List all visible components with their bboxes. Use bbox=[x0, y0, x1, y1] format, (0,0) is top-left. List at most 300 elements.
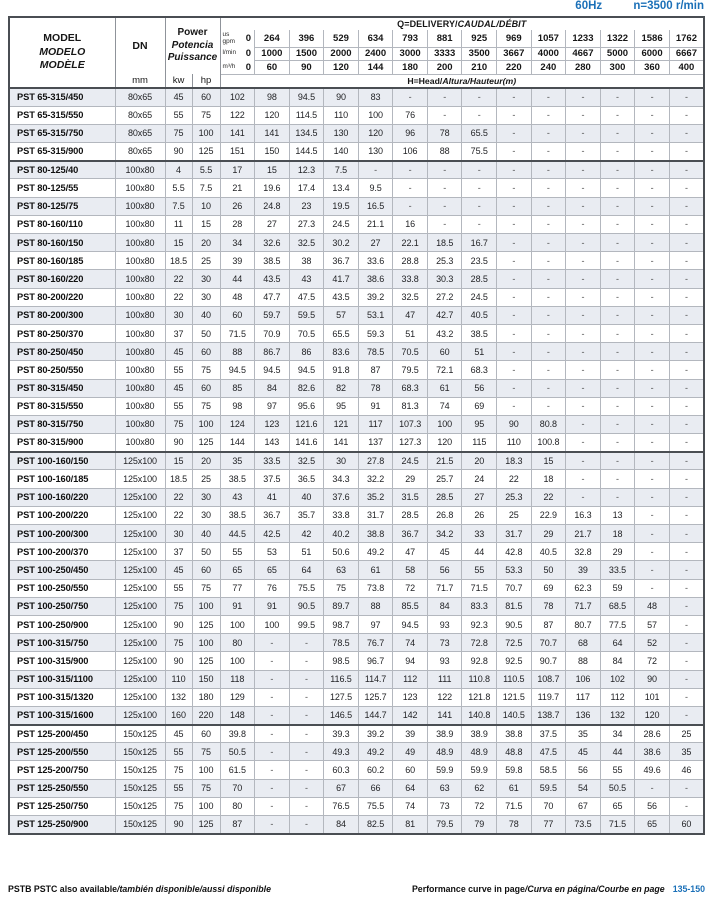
flow-value: 396 bbox=[289, 30, 324, 47]
kw-cell: 15 bbox=[165, 452, 192, 470]
hp-cell: 20 bbox=[192, 234, 220, 252]
head-empty-cell: - bbox=[669, 561, 704, 579]
head-empty-cell: - bbox=[289, 797, 324, 815]
head-empty-cell: - bbox=[427, 179, 462, 197]
head-value-cell: 59.9 bbox=[427, 761, 462, 779]
head-empty-cell: - bbox=[497, 143, 532, 161]
head-value-cell: 84 bbox=[324, 816, 359, 834]
head-value-cell: 47 bbox=[393, 543, 428, 561]
head-value-cell: 16 bbox=[393, 215, 428, 233]
flow-value: 881 bbox=[427, 30, 462, 47]
kw-cell: 75 bbox=[165, 597, 192, 615]
head-empty-cell: - bbox=[566, 215, 601, 233]
head-value-cell: 51 bbox=[289, 543, 324, 561]
kw-cell: 18.5 bbox=[165, 470, 192, 488]
operating-conditions bbox=[575, 0, 704, 12]
table-row bbox=[9, 688, 704, 706]
head-value-cell: 44.5 bbox=[220, 525, 255, 543]
head-empty-cell: - bbox=[635, 543, 670, 561]
head-value-cell: 38.5 bbox=[220, 470, 255, 488]
kw-header: kw bbox=[165, 74, 192, 88]
hp-cell: 10 bbox=[192, 197, 220, 215]
head-value-cell: 83.6 bbox=[324, 343, 359, 361]
head-value-cell: 35.7 bbox=[289, 506, 324, 524]
head-empty-cell: - bbox=[497, 161, 532, 179]
head-value-cell: 46 bbox=[669, 761, 704, 779]
head-value-cell: 39.2 bbox=[358, 288, 393, 306]
hp-cell: 75 bbox=[192, 361, 220, 379]
head-value-cell: 85.5 bbox=[393, 597, 428, 615]
head-value-cell: 88 bbox=[427, 143, 462, 161]
dn-cell: 150x125 bbox=[115, 779, 165, 797]
head-value-cell: 97 bbox=[255, 397, 290, 415]
head-empty-cell: - bbox=[427, 215, 462, 233]
head-value-cell: 123 bbox=[393, 688, 428, 706]
head-value-cell: 47 bbox=[393, 306, 428, 324]
flow-value: 400 bbox=[669, 61, 704, 75]
dn-cell: 100x80 bbox=[115, 234, 165, 252]
dn-cell: 100x80 bbox=[115, 324, 165, 342]
flow-zero-value: 0 bbox=[245, 33, 252, 44]
head-value-cell: 144.7 bbox=[358, 706, 393, 724]
head-value-cell: 78 bbox=[531, 597, 566, 615]
table-row bbox=[9, 670, 704, 688]
head-value-cell: 86.7 bbox=[255, 343, 290, 361]
kw-cell: 22 bbox=[165, 506, 192, 524]
flow-value: 280 bbox=[566, 61, 601, 75]
head-value-cell: 123 bbox=[255, 415, 290, 433]
head-value-cell: 67 bbox=[324, 779, 359, 797]
head-empty-cell: - bbox=[669, 670, 704, 688]
model-cell: PST 100-160/150 bbox=[9, 452, 115, 470]
head-empty-cell: - bbox=[600, 270, 635, 288]
page-footer bbox=[8, 884, 705, 894]
head-value-cell: 125.7 bbox=[358, 688, 393, 706]
dn-cell: 100x80 bbox=[115, 306, 165, 324]
dn-cell: 80x65 bbox=[115, 106, 165, 124]
hp-cell: 60 bbox=[192, 561, 220, 579]
head-value-cell: 38.5 bbox=[255, 252, 290, 270]
kw-cell: 110 bbox=[165, 670, 192, 688]
head-empty-cell: - bbox=[531, 324, 566, 342]
table-row bbox=[9, 452, 704, 470]
dn-cell: 125x100 bbox=[115, 579, 165, 597]
head-value-cell: 43.2 bbox=[427, 324, 462, 342]
head-empty-cell: - bbox=[531, 106, 566, 124]
head-empty-cell: - bbox=[566, 288, 601, 306]
hp-cell: 75 bbox=[192, 106, 220, 124]
head-empty-cell: - bbox=[289, 743, 324, 761]
head-value-cell: 91.8 bbox=[324, 361, 359, 379]
head-value-cell: 70.9 bbox=[255, 324, 290, 342]
kw-cell: 160 bbox=[165, 706, 192, 724]
head-value-cell: 24.5 bbox=[393, 452, 428, 470]
head-value-cell: 64 bbox=[393, 779, 428, 797]
hp-cell: 100 bbox=[192, 761, 220, 779]
table-row bbox=[9, 470, 704, 488]
head-value-cell: 90.5 bbox=[497, 615, 532, 633]
head-value-cell: 50.5 bbox=[600, 779, 635, 797]
head-value-cell: 100 bbox=[220, 652, 255, 670]
head-empty-cell: - bbox=[635, 234, 670, 252]
model-cell: PST 80-160/110 bbox=[9, 215, 115, 233]
head-empty-cell: - bbox=[600, 106, 635, 124]
flow-value: 3000 bbox=[393, 47, 428, 61]
head-empty-cell: - bbox=[669, 197, 704, 215]
head-value-cell: 110 bbox=[324, 106, 359, 124]
head-empty-cell: - bbox=[255, 725, 290, 743]
head-empty-cell: - bbox=[497, 234, 532, 252]
head-value-cell: 30.2 bbox=[324, 234, 359, 252]
head-empty-cell: - bbox=[566, 452, 601, 470]
kw-cell: 75 bbox=[165, 415, 192, 433]
head-value-cell: 65 bbox=[635, 816, 670, 834]
head-empty-cell: - bbox=[289, 670, 324, 688]
model-cell: PST 80-160/150 bbox=[9, 234, 115, 252]
model-cell: PST 80-250/450 bbox=[9, 343, 115, 361]
head-value-cell: 15 bbox=[255, 161, 290, 179]
dn-cell: 100x80 bbox=[115, 343, 165, 361]
head-value-cell: 76 bbox=[393, 106, 428, 124]
model-cell: PST 125-250/750 bbox=[9, 797, 115, 815]
hp-header: hp bbox=[192, 74, 220, 88]
model-cell: PST 100-250/900 bbox=[9, 615, 115, 633]
head-empty-cell: - bbox=[255, 688, 290, 706]
dn-cell: 100x80 bbox=[115, 361, 165, 379]
head-value-cell: 74 bbox=[427, 397, 462, 415]
hp-cell: 75 bbox=[192, 579, 220, 597]
head-value-cell: 65 bbox=[255, 561, 290, 579]
head-title bbox=[220, 74, 704, 88]
head-value-cell: 32.6 bbox=[255, 234, 290, 252]
head-value-cell: 102 bbox=[600, 670, 635, 688]
head-empty-cell: - bbox=[462, 106, 497, 124]
flow-value: 1500 bbox=[289, 47, 324, 61]
head-empty-cell: - bbox=[566, 379, 601, 397]
head-value-cell: 19.6 bbox=[255, 179, 290, 197]
head-value-cell: 79.5 bbox=[393, 361, 428, 379]
head-value-cell: 60.2 bbox=[358, 761, 393, 779]
head-empty-cell: - bbox=[669, 252, 704, 270]
availability-note-en: PSTB PSTC also available bbox=[8, 884, 118, 894]
kw-cell: 15 bbox=[165, 234, 192, 252]
head-value-cell: 67 bbox=[566, 797, 601, 815]
model-cell: PST 80-160/220 bbox=[9, 270, 115, 288]
dn-cell: 125x100 bbox=[115, 670, 165, 688]
head-value-cell: 12.3 bbox=[289, 161, 324, 179]
head-value-cell: 27 bbox=[358, 234, 393, 252]
head-value-cell: 42.8 bbox=[497, 543, 532, 561]
dn-cell: 150x125 bbox=[115, 725, 165, 743]
table-row bbox=[9, 397, 704, 415]
table-body bbox=[9, 88, 704, 834]
hp-cell: 30 bbox=[192, 506, 220, 524]
dn-cell: 100x80 bbox=[115, 215, 165, 233]
hp-cell: 100 bbox=[192, 415, 220, 433]
head-empty-cell: - bbox=[600, 215, 635, 233]
head-empty-cell: - bbox=[427, 106, 462, 124]
head-value-cell: 77 bbox=[531, 816, 566, 834]
head-value-cell: 25 bbox=[669, 725, 704, 743]
hp-cell: 5.5 bbox=[192, 161, 220, 179]
delivery-title-intl: CAUDAL/DÉBIT bbox=[457, 19, 527, 29]
model-cell: PST 80-315/550 bbox=[9, 397, 115, 415]
head-empty-cell: - bbox=[635, 379, 670, 397]
head-value-cell: 38.9 bbox=[427, 725, 462, 743]
hp-cell: 125 bbox=[192, 652, 220, 670]
head-empty-cell: - bbox=[635, 488, 670, 506]
table-row bbox=[9, 415, 704, 433]
head-value-cell: 72 bbox=[393, 579, 428, 597]
head-value-cell: 140.8 bbox=[462, 706, 497, 724]
head-value-cell: 34.2 bbox=[427, 525, 462, 543]
head-value-cell: 112 bbox=[600, 688, 635, 706]
head-empty-cell: - bbox=[669, 306, 704, 324]
head-empty-cell: - bbox=[669, 525, 704, 543]
head-empty-cell: - bbox=[669, 234, 704, 252]
head-value-cell: 55 bbox=[462, 561, 497, 579]
head-value-cell: 86 bbox=[289, 343, 324, 361]
kw-cell: 30 bbox=[165, 525, 192, 543]
head-value-cell: 63 bbox=[427, 779, 462, 797]
head-empty-cell: - bbox=[669, 779, 704, 797]
flow-unit-label: us gpm bbox=[222, 30, 235, 45]
head-value-cell: 93 bbox=[427, 652, 462, 670]
hp-cell: 75 bbox=[192, 743, 220, 761]
model-cell: PST 125-250/900 bbox=[9, 816, 115, 834]
head-value-cell: 16.3 bbox=[566, 506, 601, 524]
head-value-cell: 82 bbox=[324, 379, 359, 397]
model-cell: PST 125-200/550 bbox=[9, 743, 115, 761]
table-row bbox=[9, 215, 704, 233]
page-range: 135-150 bbox=[672, 884, 705, 894]
head-value-cell: 38.9 bbox=[462, 725, 497, 743]
head-value-cell: 98 bbox=[255, 88, 290, 106]
head-value-cell: 39 bbox=[393, 725, 428, 743]
head-value-cell: 29 bbox=[393, 470, 428, 488]
head-value-cell: 87 bbox=[531, 615, 566, 633]
head-value-cell: 47.5 bbox=[289, 288, 324, 306]
head-empty-cell: - bbox=[669, 88, 704, 106]
head-value-cell: 72.8 bbox=[462, 634, 497, 652]
head-value-cell: 70.7 bbox=[531, 634, 566, 652]
flow-value: 6000 bbox=[635, 47, 670, 61]
head-value-cell: 21.5 bbox=[427, 452, 462, 470]
head-empty-cell: - bbox=[600, 470, 635, 488]
head-value-cell: 39.3 bbox=[324, 725, 359, 743]
flow-value: 529 bbox=[324, 30, 359, 47]
flow-value: 634 bbox=[358, 30, 393, 47]
head-value-cell: 33.8 bbox=[393, 270, 428, 288]
flow-unit-label: l/min bbox=[222, 49, 237, 57]
head-value-cell: 26 bbox=[462, 506, 497, 524]
head-empty-cell: - bbox=[600, 306, 635, 324]
head-empty-cell: - bbox=[393, 88, 428, 106]
hp-cell: 100 bbox=[192, 597, 220, 615]
head-empty-cell: - bbox=[635, 324, 670, 342]
flow-unit-cell bbox=[220, 61, 255, 75]
head-empty-cell: - bbox=[566, 415, 601, 433]
head-value-cell: 79 bbox=[462, 816, 497, 834]
head-value-cell: 94 bbox=[393, 652, 428, 670]
head-value-cell: 28.5 bbox=[462, 270, 497, 288]
flow-value: 1586 bbox=[635, 30, 670, 47]
head-empty-cell: - bbox=[497, 179, 532, 197]
head-empty-cell: - bbox=[669, 106, 704, 124]
head-value-cell: 25.3 bbox=[497, 488, 532, 506]
head-empty-cell: - bbox=[531, 361, 566, 379]
table-row bbox=[9, 270, 704, 288]
dn-cell: 150x125 bbox=[115, 797, 165, 815]
head-value-cell: 62.3 bbox=[566, 579, 601, 597]
head-value-cell: 119.7 bbox=[531, 688, 566, 706]
head-value-cell: 17.4 bbox=[289, 179, 324, 197]
flow-value: 220 bbox=[497, 61, 532, 75]
head-value-cell: 71.5 bbox=[462, 579, 497, 597]
head-value-cell: 75.5 bbox=[289, 579, 324, 597]
model-cell: PST 65-315/450 bbox=[9, 88, 115, 106]
head-value-cell: 72.1 bbox=[427, 361, 462, 379]
head-value-cell: 72 bbox=[635, 652, 670, 670]
head-value-cell: 76.5 bbox=[324, 797, 359, 815]
head-value-cell: 150 bbox=[255, 143, 290, 161]
head-value-cell: 140.5 bbox=[497, 706, 532, 724]
head-value-cell: 27.2 bbox=[427, 288, 462, 306]
head-value-cell: 78.5 bbox=[324, 634, 359, 652]
kw-cell: 75 bbox=[165, 761, 192, 779]
head-empty-cell: - bbox=[497, 324, 532, 342]
model-cell: PST 80-200/300 bbox=[9, 306, 115, 324]
head-empty-cell: - bbox=[600, 452, 635, 470]
head-empty-cell: - bbox=[635, 579, 670, 597]
flow-unit-cell bbox=[220, 30, 255, 47]
head-empty-cell: - bbox=[462, 179, 497, 197]
head-value-cell: 121.8 bbox=[462, 688, 497, 706]
head-value-cell: 22 bbox=[497, 470, 532, 488]
head-value-cell: 71.7 bbox=[427, 579, 462, 597]
head-value-cell: 70.7 bbox=[497, 579, 532, 597]
head-value-cell: 17 bbox=[220, 161, 255, 179]
hp-cell: 25 bbox=[192, 470, 220, 488]
kw-cell: 55 bbox=[165, 397, 192, 415]
head-value-cell: 127.3 bbox=[393, 434, 428, 452]
head-value-cell: 33.5 bbox=[600, 561, 635, 579]
head-empty-cell: - bbox=[566, 124, 601, 142]
dn-cell: 100x80 bbox=[115, 434, 165, 452]
model-cell: PST 100-315/1600 bbox=[9, 706, 115, 724]
head-value-cell: 120 bbox=[255, 106, 290, 124]
head-value-cell: 141 bbox=[220, 124, 255, 142]
head-value-cell: 35 bbox=[220, 452, 255, 470]
head-value-cell: 24.5 bbox=[462, 288, 497, 306]
head-value-cell: 73.8 bbox=[358, 579, 393, 597]
head-empty-cell: - bbox=[497, 306, 532, 324]
head-value-cell: 26.8 bbox=[427, 506, 462, 524]
head-value-cell: 72.5 bbox=[497, 634, 532, 652]
flow-value: 2000 bbox=[324, 47, 359, 61]
kw-cell: 75 bbox=[165, 124, 192, 142]
head-empty-cell: - bbox=[393, 197, 428, 215]
model-cell: PST 80-315/450 bbox=[9, 379, 115, 397]
head-value-cell: 110.8 bbox=[462, 670, 497, 688]
head-empty-cell: - bbox=[669, 343, 704, 361]
head-empty-cell: - bbox=[531, 379, 566, 397]
dn-cell: 125x100 bbox=[115, 452, 165, 470]
head-empty-cell: - bbox=[566, 488, 601, 506]
dn-cell: 80x65 bbox=[115, 143, 165, 161]
head-value-cell: 63 bbox=[324, 561, 359, 579]
head-value-cell: 70.5 bbox=[289, 324, 324, 342]
head-value-cell: 40 bbox=[289, 488, 324, 506]
head-value-cell: 112 bbox=[393, 670, 428, 688]
hp-cell: 75 bbox=[192, 779, 220, 797]
head-value-cell: 90 bbox=[324, 88, 359, 106]
hp-cell: 125 bbox=[192, 615, 220, 633]
head-value-cell: 41 bbox=[255, 488, 290, 506]
model-cell: PST 100-160/185 bbox=[9, 470, 115, 488]
dn-cell: 125x100 bbox=[115, 525, 165, 543]
flow-value: 2400 bbox=[358, 47, 393, 61]
head-empty-cell: - bbox=[255, 634, 290, 652]
head-value-cell: 59.5 bbox=[289, 306, 324, 324]
head-value-cell: 142 bbox=[393, 706, 428, 724]
head-value-cell: 44 bbox=[220, 270, 255, 288]
head-empty-cell: - bbox=[669, 179, 704, 197]
kw-cell: 22 bbox=[165, 270, 192, 288]
head-value-cell: 81.3 bbox=[393, 397, 428, 415]
head-value-cell: 38.6 bbox=[358, 270, 393, 288]
head-value-cell: 31.5 bbox=[393, 488, 428, 506]
delivery-title-en: Q=DELIVERY/ bbox=[397, 19, 458, 29]
head-value-cell: 69 bbox=[531, 579, 566, 597]
dn-cell: 150x125 bbox=[115, 761, 165, 779]
head-value-cell: 84 bbox=[600, 652, 635, 670]
head-value-cell: 57 bbox=[324, 306, 359, 324]
table-row bbox=[9, 288, 704, 306]
head-empty-cell: - bbox=[289, 816, 324, 834]
head-empty-cell: - bbox=[289, 761, 324, 779]
head-value-cell: 148 bbox=[220, 706, 255, 724]
head-value-cell: 39 bbox=[220, 252, 255, 270]
head-value-cell: 18.5 bbox=[427, 234, 462, 252]
table-row bbox=[9, 234, 704, 252]
head-empty-cell: - bbox=[635, 106, 670, 124]
head-value-cell: 59 bbox=[600, 579, 635, 597]
head-empty-cell: - bbox=[635, 88, 670, 106]
head-value-cell: 78.5 bbox=[358, 343, 393, 361]
head-value-cell: 130 bbox=[358, 143, 393, 161]
head-value-cell: 28.6 bbox=[635, 725, 670, 743]
head-value-cell: 39.8 bbox=[220, 725, 255, 743]
head-empty-cell: - bbox=[497, 124, 532, 142]
head-value-cell: 38 bbox=[289, 252, 324, 270]
head-empty-cell: - bbox=[669, 143, 704, 161]
table-row bbox=[9, 761, 704, 779]
head-value-cell: 107.3 bbox=[393, 415, 428, 433]
model-cell: PST 80-200/220 bbox=[9, 288, 115, 306]
head-empty-cell: - bbox=[635, 288, 670, 306]
head-value-cell: 33 bbox=[462, 525, 497, 543]
head-value-cell: 49.2 bbox=[358, 743, 393, 761]
head-value-cell: 21.7 bbox=[566, 525, 601, 543]
head-value-cell: 7.5 bbox=[324, 161, 359, 179]
head-value-cell: 65 bbox=[220, 561, 255, 579]
hp-cell: 220 bbox=[192, 706, 220, 724]
model-cell: PST 100-315/900 bbox=[9, 652, 115, 670]
head-value-cell: 27.3 bbox=[289, 215, 324, 233]
head-value-cell: 32.8 bbox=[566, 543, 601, 561]
head-value-cell: 74 bbox=[393, 634, 428, 652]
